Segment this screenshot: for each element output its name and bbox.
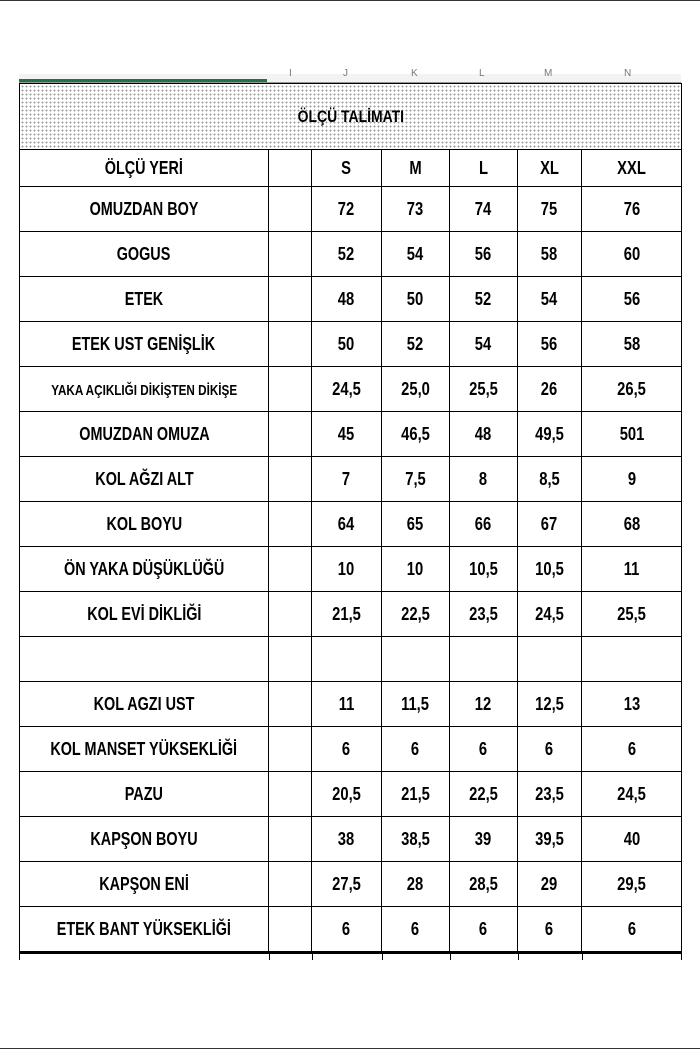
measurement-value-cell [312,277,382,322]
measurement-value-cell [582,187,682,232]
measurement-value-cell [312,592,382,637]
measurement-value: 58 [623,333,640,354]
measurement-value-cell [518,772,582,817]
measurement-value: 8,5 [539,468,560,489]
measurement-value-cell [450,187,518,232]
gap-cell [269,232,312,277]
measurement-label-cell [20,547,269,592]
measurement-value: 501 [619,423,644,444]
table-title: ÖLÇÜ TALİMATI [297,106,404,126]
measurement-value: 54 [541,288,558,309]
header-label-cell [20,150,269,187]
measurement-value: 10,5 [535,558,564,579]
gap-cell [269,547,312,592]
table-row [20,727,682,772]
measurement-value: 39,5 [535,828,564,849]
measurement-value: 23,5 [469,603,498,624]
size-header-cell [518,150,582,187]
measurement-value: 54 [407,243,424,264]
table-row [20,502,682,547]
measurement-value-cell [450,547,518,592]
measurement-value-cell [312,187,382,232]
table-row [20,457,682,502]
measurement-value: 48 [475,423,492,444]
measurement-value: 29 [541,873,558,894]
gap-cell [269,682,312,727]
measurement-value: 40 [623,828,640,849]
table-row [20,772,682,817]
measurement-value-cell [382,682,450,727]
measurement-value: 12,5 [535,693,564,714]
size-header: XL [540,157,559,178]
gap-cell [269,592,312,637]
measurement-value-cell [312,907,382,953]
measurement-value: 38,5 [401,828,430,849]
measurement-value-cell [382,547,450,592]
measurement-label: KOL AGZI UST [93,693,195,714]
tail-gridline [269,954,270,960]
measurement-value: 73 [407,198,424,219]
measurement-label-cell [20,502,269,547]
measurement-value-cell [518,592,582,637]
measurement-value: 7 [342,468,351,489]
measurement-value: 60 [623,243,640,264]
measurement-value-cell [450,592,518,637]
measurement-value: 67 [541,513,558,534]
column-letter: I [289,68,292,79]
measurement-value-cell [582,367,682,412]
measurement-value: 6 [411,918,420,939]
measurement-value: 22,5 [401,603,430,624]
tail-gridline [382,954,383,960]
measurement-value: 6 [545,738,554,759]
measurement-value-cell [312,232,382,277]
gap-cell [269,277,312,322]
column-header-strip [19,68,681,83]
measurement-label-cell [20,412,269,457]
measurement-value-cell [450,412,518,457]
measurement-value-cell [450,232,518,277]
measurement-value-cell [450,772,518,817]
table-row [20,322,682,367]
measurement-label: ÖN YAKA DÜŞÜKLÜĞÜ [63,558,225,579]
measurement-label-cell [20,457,269,502]
measurement-value-cell [450,727,518,772]
measurement-label: KOL AĞZI ALT [94,468,194,489]
measurement-value: 29,5 [617,873,646,894]
size-header-cell [382,150,450,187]
measurement-value-cell [382,322,450,367]
measurement-value: 39 [475,828,492,849]
measurement-label: PAZU [124,783,164,804]
measurement-value-cell [382,727,450,772]
tail-gridline [450,954,451,960]
measurement-value: 56 [541,333,558,354]
measurement-value-cell [312,322,382,367]
measurement-value: 21,5 [401,783,430,804]
measurement-value: 11 [338,693,355,714]
empty-cell [269,637,312,682]
measurement-value-cell [382,277,450,322]
size-header-cell [312,150,382,187]
header-label: ÖLÇÜ YERİ [104,157,184,178]
table-row [20,412,682,457]
table-row [20,682,682,727]
measurement-value: 50 [407,288,424,309]
measurement-value: 20,5 [332,783,361,804]
measurement-label-cell [20,367,269,412]
measurement-value: 10 [407,558,424,579]
measurement-value: 75 [541,198,558,219]
measurement-label-cell [20,232,269,277]
measurement-value: 6 [479,738,488,759]
measurement-value-cell [582,322,682,367]
gap-cell [269,367,312,412]
table-row [20,592,682,637]
measurement-value: 25,0 [401,378,430,399]
measurement-value: 46,5 [401,423,430,444]
measurement-label-cell [20,727,269,772]
gap-cell [269,907,312,953]
gap-cell [269,187,312,232]
measurement-label: KAPŞON BOYU [90,828,198,849]
measurement-value: 48 [338,288,355,309]
measurement-value-cell [582,502,682,547]
size-chart-sheet [19,68,681,960]
size-header: M [409,157,422,178]
measurement-label: ETEK BANT YÜKSEKLİĞİ [56,918,232,939]
column-letter: K [411,68,418,79]
empty-cell [312,637,382,682]
measurement-value-cell [582,592,682,637]
measurement-value-cell [518,502,582,547]
measurement-value: 10 [338,558,355,579]
measurement-value: 38 [338,828,355,849]
measurement-value: 66 [475,513,492,534]
measurement-value-cell [382,457,450,502]
measurement-value-cell [582,547,682,592]
measurement-value-cell [582,907,682,953]
size-header-cell [582,150,682,187]
gap-cell [269,150,312,187]
tail-gridline [312,954,313,960]
size-header: S [341,157,352,178]
selected-column-indicator [19,74,267,82]
measurement-value: 22,5 [469,783,498,804]
measurement-value-cell [450,862,518,907]
measurement-value-cell [582,412,682,457]
gap-cell [269,502,312,547]
measurement-value-cell [450,457,518,502]
measurement-value-cell [582,277,682,322]
measurement-value-cell [450,502,518,547]
measurement-value-cell [582,727,682,772]
measurement-value-cell [518,277,582,322]
gap-cell [269,862,312,907]
measurement-value-cell [582,457,682,502]
measurement-value: 52 [338,243,355,264]
measurement-value: 6 [545,918,554,939]
measurement-value: 25,5 [469,378,498,399]
measurement-value-cell [450,367,518,412]
measurement-value: 76 [623,198,640,219]
measurement-value: 58 [541,243,558,264]
measurement-value: 6 [627,738,636,759]
measurement-value: 52 [475,288,492,309]
measurement-value: 10,5 [469,558,498,579]
measurement-value-cell [518,682,582,727]
measurement-value-cell [518,727,582,772]
column-letter: M [544,68,553,79]
measurement-value: 12 [475,693,492,714]
measurement-value: 74 [475,198,492,219]
measurement-label-cell [20,817,269,862]
table-row [20,547,682,592]
measurement-label: KOL EVİ DİKLİĞİ [86,603,202,624]
measurement-label: KOL BOYU [106,513,182,534]
measurement-value-cell [518,907,582,953]
measurement-value-cell [382,502,450,547]
measurement-value-cell [382,592,450,637]
gap-cell [269,412,312,457]
measurement-label: OMUZDAN BOY [89,198,199,219]
bottom-rule [0,1048,700,1049]
measurement-label: KOL MANSET YÜKSEKLİĞİ [50,738,238,759]
measurement-value-cell [382,412,450,457]
measurement-label-cell [20,277,269,322]
measurement-value-cell [312,367,382,412]
empty-cell [518,637,582,682]
measurement-label-cell [20,907,269,953]
table-row [20,817,682,862]
table-row [20,862,682,907]
sheet-tail [19,954,681,960]
measurement-value-cell [518,862,582,907]
measurement-value: 24,5 [332,378,361,399]
gap-cell [269,772,312,817]
measurement-value: 8 [479,468,488,489]
measurement-value-cell [582,817,682,862]
measurement-value-cell [518,457,582,502]
empty-cell [582,637,682,682]
measurement-value-cell [382,907,450,953]
measurement-value-cell [312,682,382,727]
table-row [20,367,682,412]
measurement-value: 21,5 [332,603,361,624]
table-row [20,277,682,322]
measurement-value-cell [312,862,382,907]
measurement-value-cell [382,817,450,862]
measurement-value: 6 [411,738,420,759]
measurement-value: 6 [627,918,636,939]
measurement-value: 72 [338,198,355,219]
size-table [19,83,682,954]
measurement-label-cell [20,772,269,817]
measurement-value-cell [312,457,382,502]
size-header: XXL [617,157,646,178]
measurement-value-cell [382,367,450,412]
measurement-value: 11,5 [401,693,430,714]
top-rule [0,0,700,1]
column-letter: L [479,68,485,79]
measurement-value: 28,5 [469,873,498,894]
measurement-value: 45 [338,423,355,444]
measurement-label: YAKA AÇIKLIĞI DİKİŞTEN DİKİŞE [51,381,237,399]
table-row [20,232,682,277]
measurement-label: ETEK UST GENİŞLİK [72,333,216,354]
empty-cell [382,637,450,682]
measurement-value-cell [450,322,518,367]
measurement-value: 26,5 [617,378,646,399]
measurement-value-cell [518,817,582,862]
measurement-value-cell [582,862,682,907]
measurement-value-cell [382,232,450,277]
measurement-value: 13 [623,693,640,714]
measurement-label-cell [20,592,269,637]
measurement-value-cell [582,232,682,277]
title-row [20,84,682,150]
tail-gridline [518,954,519,960]
measurement-value-cell [312,817,382,862]
measurement-value-cell [582,682,682,727]
measurement-value: 65 [407,513,424,534]
gap-cell [269,457,312,502]
gap-cell [269,322,312,367]
measurement-value: 28 [407,873,424,894]
header-row [20,150,682,187]
measurement-value-cell [450,907,518,953]
measurement-value-cell [312,412,382,457]
measurement-value: 52 [407,333,424,354]
measurement-value: 64 [338,513,355,534]
title-cell [20,84,682,150]
measurement-value-cell [382,862,450,907]
measurement-value: 50 [338,333,355,354]
measurement-value: 6 [342,918,351,939]
measurement-value: 54 [475,333,492,354]
measurement-label-cell [20,322,269,367]
measurement-value: 24,5 [617,783,646,804]
measurement-label-cell [20,187,269,232]
measurement-value-cell [382,187,450,232]
tail-gridline [681,954,682,960]
measurement-value: 56 [475,243,492,264]
measurement-value-cell [312,727,382,772]
empty-cell [450,637,518,682]
measurement-value-cell [450,682,518,727]
measurement-value: 56 [623,288,640,309]
gap-cell [269,817,312,862]
measurement-value: 7,5 [405,468,426,489]
column-letter: N [624,68,632,79]
measurement-value-cell [450,817,518,862]
measurement-value-cell [518,187,582,232]
measurement-value: 23,5 [535,783,564,804]
measurement-value-cell [518,322,582,367]
measurement-label-cell [20,682,269,727]
measurement-label: KAPŞON ENİ [99,873,189,894]
measurement-value-cell [518,412,582,457]
measurement-value-cell [518,232,582,277]
measurement-value: 9 [627,468,636,489]
size-header: L [478,157,489,178]
measurement-value-cell [382,772,450,817]
blank-separator-row [20,637,682,682]
measurement-label: OMUZDAN OMUZA [78,423,210,444]
column-letter: J [343,68,348,79]
measurement-value: 27,5 [332,873,361,894]
measurement-label: GOGUS [117,243,171,264]
measurement-value: 25,5 [617,603,646,624]
measurement-value: 24,5 [535,603,564,624]
measurement-value-cell [312,547,382,592]
measurement-value-cell [582,772,682,817]
measurement-value-cell [518,547,582,592]
empty-cell [20,637,269,682]
measurement-value-cell [312,502,382,547]
measurement-value-cell [450,277,518,322]
measurement-value: 49,5 [535,423,564,444]
measurement-label-cell [20,862,269,907]
measurement-value-cell [312,772,382,817]
size-header-cell [450,150,518,187]
measurement-value: 26 [541,378,558,399]
tail-gridline [582,954,583,960]
measurement-value-cell [518,367,582,412]
measurement-label: ETEK [124,288,164,309]
measurement-value: 11 [623,558,640,579]
measurement-value: 6 [479,918,488,939]
table-row [20,187,682,232]
measurement-value: 6 [342,738,351,759]
measurement-value: 68 [623,513,640,534]
table-row [20,907,682,953]
gap-cell [269,727,312,772]
